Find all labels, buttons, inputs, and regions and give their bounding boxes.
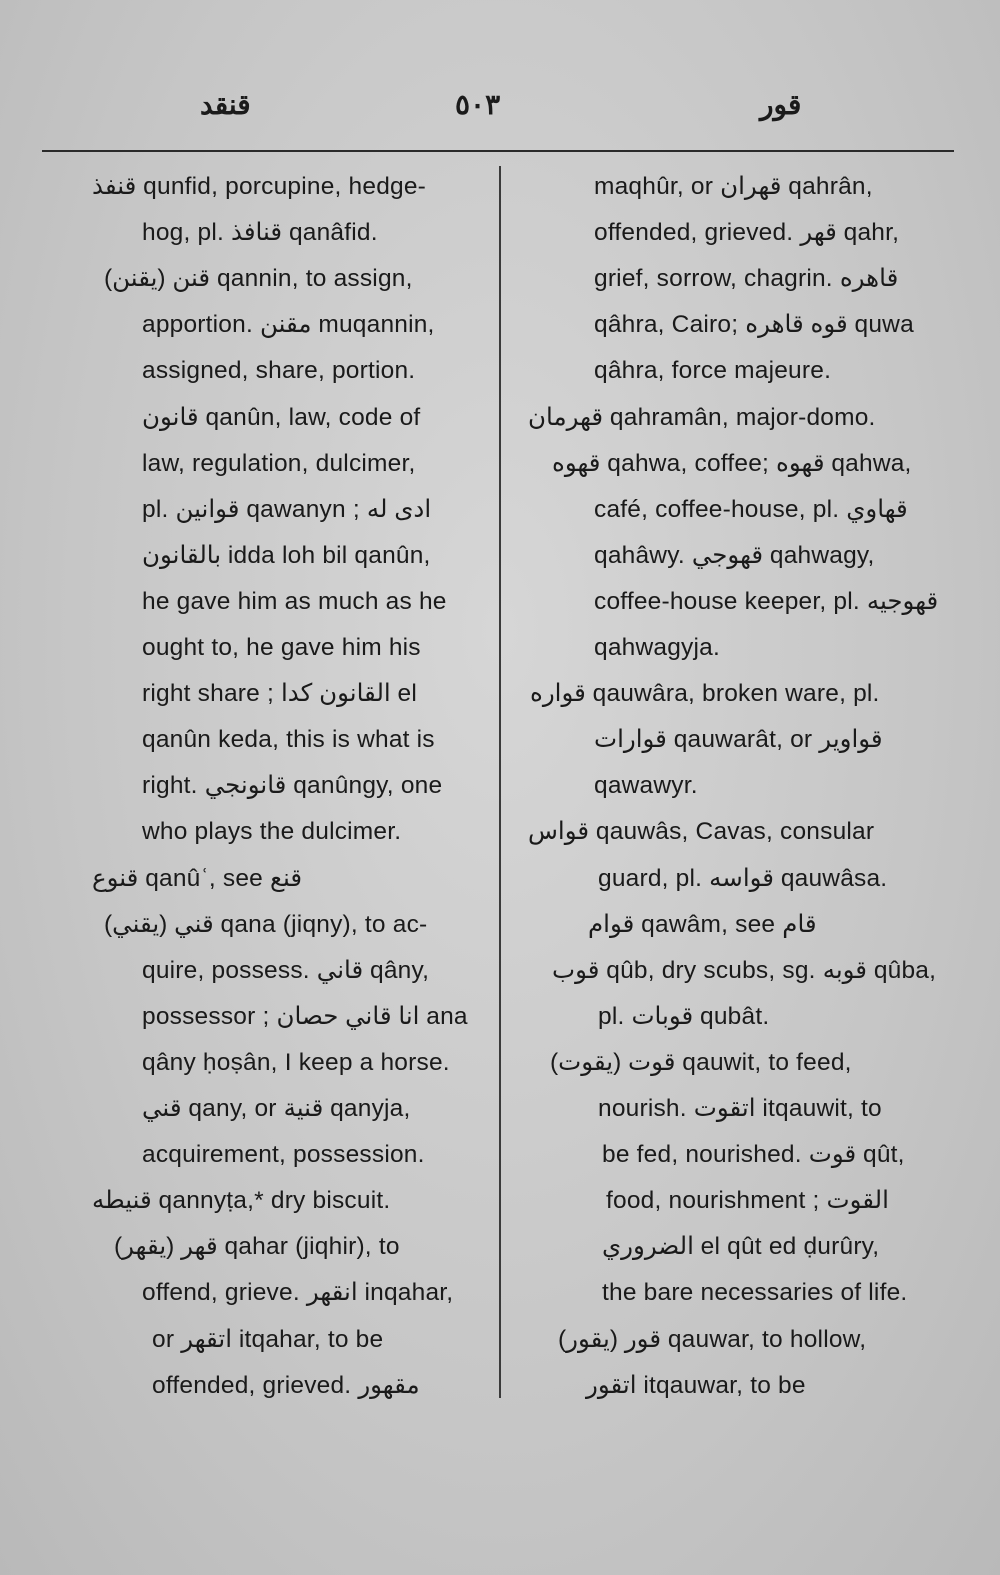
text-line: be fed, nourished. قوت qût,: [602, 1141, 905, 1169]
text-line: nourish. اتقوت itqauwit, to: [598, 1095, 882, 1122]
text-line: قنوع qanûʿ, see قنع: [92, 864, 303, 892]
text-line: food, nourishment ; القوت: [606, 1187, 889, 1215]
text-line: offend, grieve. انقهر inqahar,: [142, 1279, 454, 1307]
text-line: قانون qanûn, law, code of: [142, 403, 421, 431]
text-line: بالقانون idda loh bil qanûn,: [142, 541, 431, 569]
text-line: or اتقهر itqahar, to be: [152, 1325, 384, 1353]
text-line: law, regulation, dulcimer,: [142, 449, 416, 477]
text-line: qawawyr.: [594, 772, 698, 800]
text-line: coffee-house keeper, pl. قهوجيه: [594, 587, 939, 615]
text-line: right share ; القانون كدا el: [142, 680, 418, 708]
text-line: قهرمان qahramân, major-domo.: [528, 403, 876, 431]
text-line: قور (يقور) qauwar, to hollow,: [558, 1325, 867, 1353]
text-line: guard, pl. قواسه qauwâsa.: [598, 864, 888, 892]
text-line: the bare necessaries of life.: [602, 1279, 908, 1307]
text-line: offended, grieved. قهر qahr,: [594, 219, 900, 247]
text-line: assigned, share, portion.: [142, 357, 416, 385]
text-line: قوب qûb, dry scubs, sg. قوبه qûba,: [552, 956, 937, 984]
text-line: قنيطه qannyṭa,* dry biscuit.: [92, 1187, 391, 1215]
text-line: apportion. مقنن muqannin,: [142, 311, 435, 339]
text-line: الضروري el qût ed ḍurûry,: [602, 1233, 880, 1261]
text-line: قني (يقني) qana (jiqny), to ac-: [104, 910, 428, 938]
text-line: pl. قوبات qubât.: [598, 1002, 770, 1030]
text-line: café, coffee-house, pl. قهاوي: [594, 495, 908, 523]
text-line: قوارات qauwarât, or قواوير: [594, 726, 883, 754]
text-line: who plays the dulcimer.: [142, 818, 402, 846]
text-line: quire, possess. قاني qâny,: [142, 956, 430, 984]
text-line: اتقور itqauwar, to be: [586, 1371, 806, 1399]
header-rule: [42, 150, 954, 152]
header-left-word: قنقد: [200, 88, 251, 121]
text-line: قهوه qahwa, coffee; قهوه qahwa,: [552, 449, 912, 477]
text-line: offended, grieved. مقهور: [152, 1371, 420, 1399]
text-line: قنن (يقنن) qannin, to assign,: [104, 265, 413, 293]
text-line: qanûn keda, this is what is: [142, 726, 435, 754]
text-line: قهر (يقهر) qahar (jiqhir), to: [114, 1233, 400, 1261]
text-line: قواس qauwâs, Cavas, consular: [528, 818, 875, 846]
text-line: قني qany, or قنية qanyja,: [142, 1095, 411, 1122]
page-header: [0, 88, 1000, 138]
text-line: pl. قوانين qawanyn ; ادى له: [142, 495, 432, 523]
text-line: qahwagyja.: [594, 634, 720, 661]
text-line: قوت (يقوت) qauwit, to feed,: [550, 1048, 852, 1076]
text-line: قوام qawâm, see قام: [588, 910, 817, 938]
header-right-word: قور: [760, 88, 802, 121]
text-line: hog, pl. قنافذ qanâfid.: [142, 219, 378, 247]
page-number: ٥٠٣: [455, 88, 501, 121]
text-line: قنفذ qunfid, porcupine, hedge-: [92, 173, 427, 200]
text-line: qâny ḥoṣân, I keep a horse.: [142, 1048, 450, 1076]
text-line: qâhra, Cairo; قوه قاهره quwa: [594, 311, 914, 339]
text-line: right. قانونجي qanûngy, one: [142, 772, 443, 800]
text-line: acquirement, possession.: [142, 1141, 425, 1169]
text-line: qahâwy. قهوجي qahwagy,: [594, 541, 875, 569]
text-line: maqhûr, or قهران qahrân,: [594, 173, 873, 200]
text-line: possessor ; انا قاني حصان ana: [142, 1002, 468, 1030]
text-line: grief, sorrow, chagrin. قاهره: [594, 265, 899, 293]
text-line: he gave him as much as he: [142, 587, 447, 615]
text-line: قواره qauwâra, broken ware, pl.: [530, 680, 880, 708]
text-line: qâhra, force majeure.: [594, 357, 832, 385]
text-line: ought to, he gave him his: [142, 634, 421, 661]
column-divider: [499, 166, 501, 1398]
